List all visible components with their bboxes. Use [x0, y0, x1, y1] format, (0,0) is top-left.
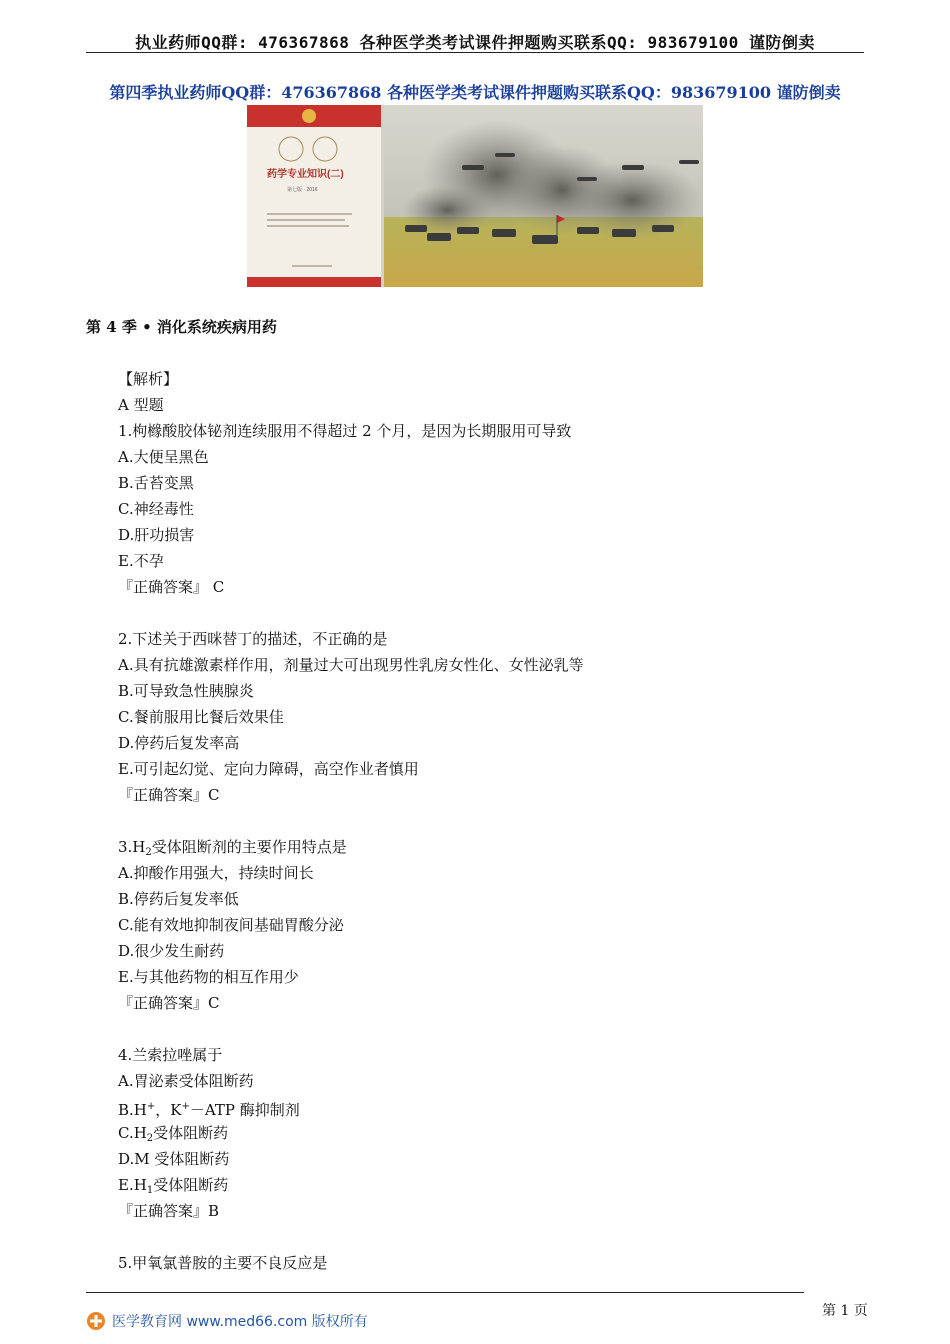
- question-content: [118, 366, 838, 1276]
- q4-e-prefix: E.H: [118, 1176, 147, 1194]
- q4-option-b: [118, 1094, 838, 1120]
- banner-illustration: [247, 105, 703, 287]
- q2-option-b: B.可导致急性胰腺炎: [118, 682, 254, 700]
- q1-stem: 1.枸橼酸胶体铋剂连续服用不得超过 2 个月，是因为长期服用可导致: [118, 422, 572, 440]
- q2-stem: 2.下述关于西咪替丁的描述，不正确的是: [118, 630, 388, 648]
- q4-stem: 4.兰索拉唑属于: [118, 1046, 223, 1064]
- q3-stem: [118, 834, 838, 860]
- q4-b-suffix: －ATP 酶抑制剂: [189, 1101, 300, 1119]
- med66-logo-icon: [86, 1311, 106, 1331]
- q1-answer: 『正确答案』 C: [118, 578, 225, 596]
- q4-b-prefix: B.H: [118, 1101, 147, 1119]
- header-divider: [86, 52, 864, 53]
- spacer: [118, 1224, 838, 1250]
- q2-option-a: A.具有抗雄激素样作用，剂量过大可出现男性乳房女性化、女性泌乳等: [118, 656, 584, 674]
- q3-stem-subscript: 2: [145, 847, 152, 858]
- page-number: 第 1 页: [822, 1303, 868, 1319]
- q1-option-a: A.大便呈黑色: [118, 448, 209, 466]
- q5-stem: 5.甲氧氯普胺的主要不良反应是: [118, 1254, 328, 1272]
- footer-brand[interactable]: [86, 1310, 368, 1332]
- q4-b-superscript: +: [181, 1101, 190, 1112]
- banner-image: [247, 105, 703, 287]
- spacer: [118, 1016, 838, 1042]
- question-type: A 型题: [118, 396, 164, 414]
- q3-option-e: E.与其他药物的相互作用少: [118, 968, 299, 986]
- q4-option-c: [118, 1120, 838, 1146]
- section-title: 第 4 季 • 消化系统疾病用药: [86, 318, 277, 336]
- q4-c-suffix: 受体阻断药: [153, 1124, 229, 1142]
- q4-b-middle: ，K: [155, 1101, 182, 1119]
- q2-answer: 『正确答案』C: [118, 786, 220, 804]
- q2-option-c: C.餐前服用比餐后效果佳: [118, 708, 284, 726]
- q4-c-prefix: C.H: [118, 1124, 147, 1142]
- spacer: [118, 600, 838, 626]
- q4-e-suffix: 受体阻断药: [153, 1176, 229, 1194]
- q4-option-d: D.M 受体阻断药: [118, 1150, 230, 1168]
- q4-c-subscript: 2: [146, 1133, 154, 1144]
- analysis-heading: 【解析】: [118, 370, 179, 388]
- q3-stem-prefix: 3.H: [118, 838, 146, 856]
- q2-option-e: E.可引起幻觉、定向力障碍，高空作业者慎用: [118, 760, 419, 778]
- q4-e-subscript: 1: [146, 1185, 154, 1196]
- q3-option-a: A.抑酸作用强大，持续时间长: [118, 864, 314, 882]
- q4-option-e: [118, 1172, 838, 1198]
- q1-option-e: E.不孕: [118, 552, 164, 570]
- q3-stem-suffix: 受体阻断剂的主要作用特点是: [151, 838, 347, 856]
- spacer: [118, 808, 838, 834]
- q3-option-d: D.很少发生耐药: [118, 942, 225, 960]
- page-header: 执业药师QQ群: 476367868 各种医学类考试课件押题购买联系QQ: 983679100 谨防倒卖: [135, 33, 815, 52]
- book-title: 药学专业知识(二): [267, 169, 344, 180]
- q4-option-a: A.胃泌素受体阻断药: [118, 1072, 254, 1090]
- q3-option-c: C.能有效地抑制夜间基础胃酸分泌: [118, 916, 344, 934]
- q4-b-superscript: +: [146, 1101, 156, 1112]
- q3-option-b: B.停药后复发率低: [118, 890, 239, 908]
- q4-answer: 『正确答案』B: [118, 1202, 220, 1220]
- promo-subheader: 第四季执业药师QQ群：476367868 各种医学类考试课件押题购买联系QQ：983679100 谨防倒卖: [109, 83, 841, 102]
- q1-option-c: C.神经毒性: [118, 500, 194, 518]
- q2-option-d: D.停药后复发率高: [118, 734, 240, 752]
- q1-option-b: B.舌苔变黑: [118, 474, 194, 492]
- footer-brand-text[interactable]: 医学教育网 www.med66.com 版权所有: [112, 1314, 368, 1330]
- footer-divider: [86, 1292, 804, 1293]
- q1-option-d: D.肝功损害: [118, 526, 195, 544]
- book-subtitle: 第七版 · 2016: [287, 187, 318, 193]
- q3-answer: 『正确答案』C: [118, 994, 220, 1012]
